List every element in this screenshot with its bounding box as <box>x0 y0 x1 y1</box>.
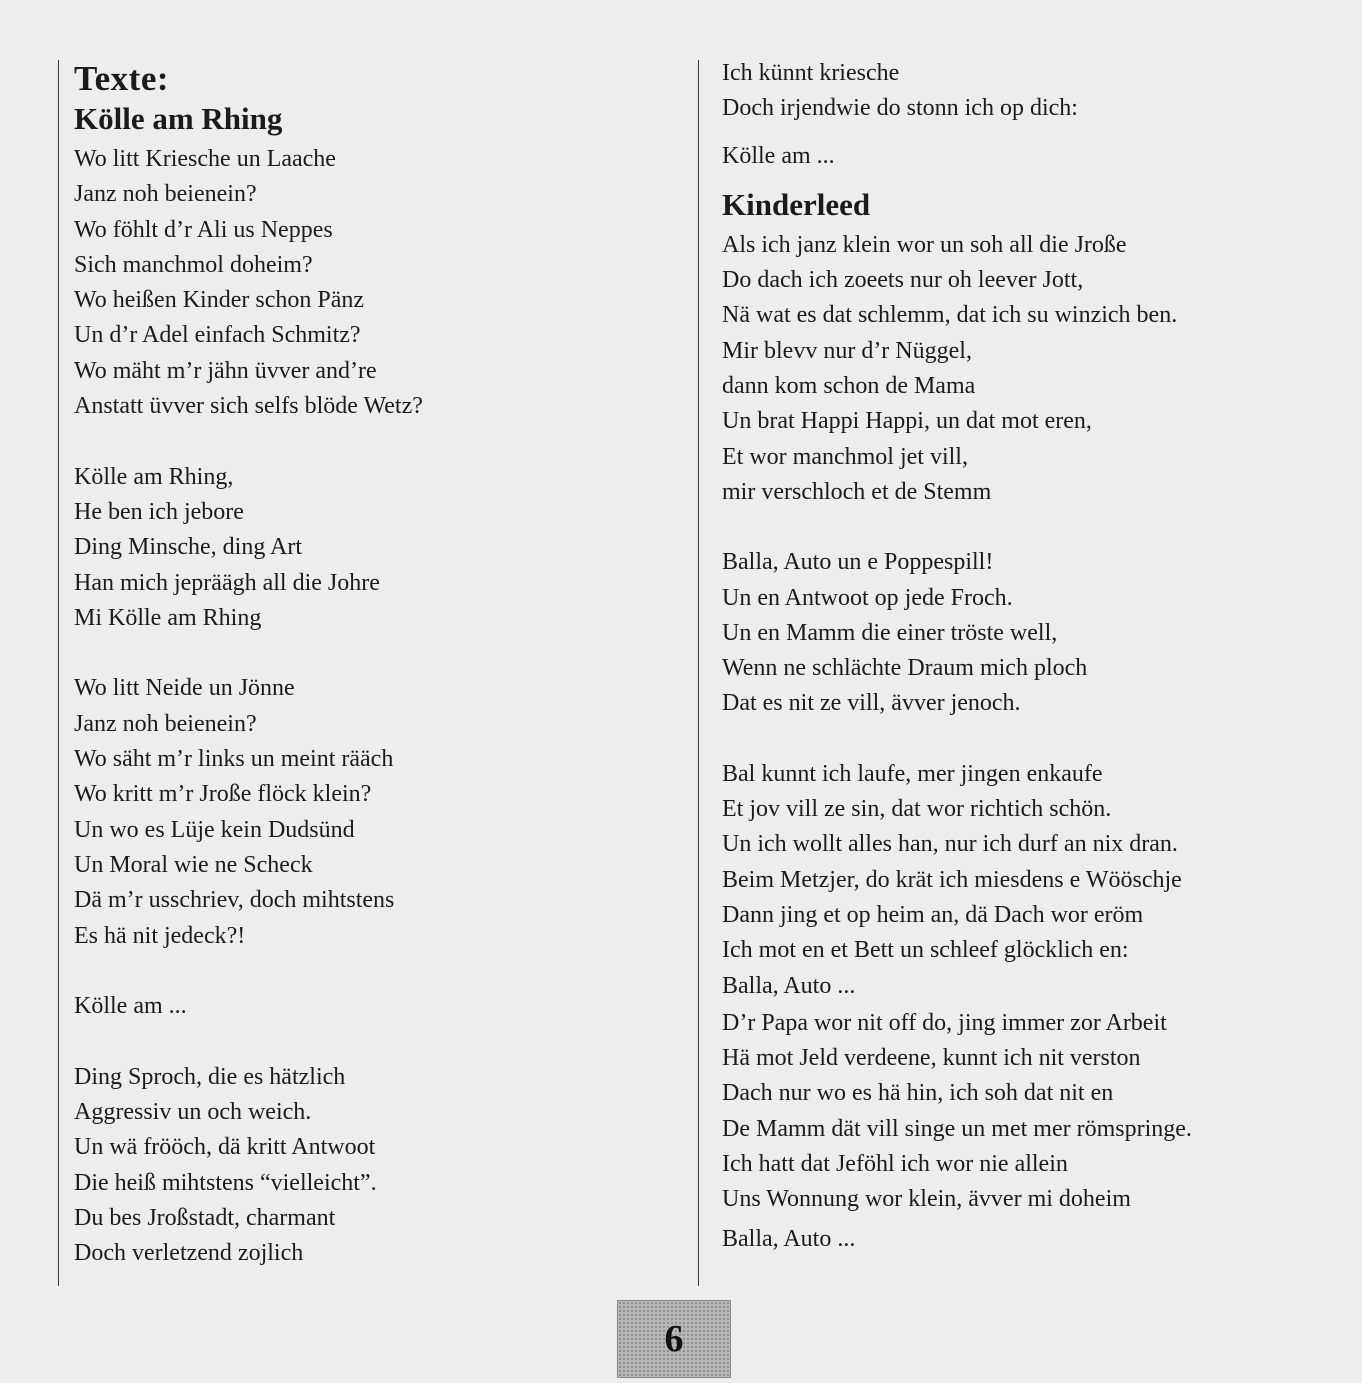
song-lyrics-koelle <box>74 142 674 1272</box>
chorus-reference-1: Balla, Auto ... <box>722 972 856 999</box>
lyric-line: Ding Minsche, ding Art <box>74 534 302 561</box>
lyric-line: Die heiß mihtstens “vielleicht”. <box>74 1169 377 1196</box>
lyric-line: Dä m’r usschriev, doch mihtstens <box>74 887 395 914</box>
chorus-line: Balla, Auto un e Poppespill! <box>722 549 994 576</box>
lyric-line: Un ich wollt alles han, nur ich durf an nix dran. <box>722 831 1178 858</box>
lyric-line: Nä wat es dat schlemm, dat ich su winzich ben. <box>722 302 1178 329</box>
lyric-line: Do dach ich zoeets nur oh leever Jott, <box>722 267 1084 294</box>
left-column-rule <box>58 60 59 1286</box>
lyric-line: Anstatt üvver sich selfs blöde Wetz? <box>74 393 423 420</box>
lyric-line: Wo föhlt d’r Ali us Neppes <box>74 216 333 243</box>
lyric-line: dann kom schon de Mama <box>722 373 976 400</box>
lyric-line: Dach nur wo es hä hin, ich soh dat nit en <box>722 1080 1114 1107</box>
lyric-line: Hä mot Jeld verdeene, kunnt ich nit verston <box>722 1045 1141 1072</box>
lyric-line: De Mamm dät vill singe un met mer römspringe. <box>722 1115 1192 1142</box>
lyric-line: Du bes Jroßstadt, charmant <box>74 1204 336 1231</box>
verse-3 <box>722 1006 1352 1218</box>
verse-continuation <box>722 56 1352 127</box>
chorus-reference-2: Balla, Auto ... <box>722 1225 856 1252</box>
lyric-line: Kölle am ... <box>74 993 187 1020</box>
lyric-line: Wo litt Neide un Jönne <box>74 675 295 702</box>
lyric-line: Ich künnt kriesche <box>722 60 900 86</box>
lyric-line: Et wor manchmol jet vill, <box>722 443 968 470</box>
lyric-line: D’r Papa wor nit off do, jing immer zor Arbeit <box>722 1009 1167 1036</box>
lyric-line <box>74 1024 674 1059</box>
left-column <box>74 58 674 1272</box>
lyric-line: Uns Wonnung wor klein, ävver mi doheim <box>722 1186 1131 1213</box>
lyric-line: Ding Sproch, die es hätzlich <box>74 1063 346 1090</box>
lyric-line: Un wä frööch, dä kritt Antwoot <box>74 1134 376 1161</box>
lyric-line: Un brat Happi Happi, un dat mot eren, <box>722 408 1092 435</box>
lyric-line: Wo mäht m’r jähn üvver and’re <box>74 357 377 384</box>
verse-1 <box>722 228 1352 510</box>
lyric-line: Wo heißen Kinder schon Pänz <box>74 287 364 314</box>
chorus-line: Un en Antwoot op jede Froch. <box>722 584 1013 611</box>
song-title-kinderleed: Kinderleed <box>722 186 871 222</box>
lyric-line: Ich mot en et Bett un schleef glöcklich en: <box>722 937 1129 964</box>
lyric-line: Wo säht m’r links un meint rääch <box>74 746 394 773</box>
lyric-line: He ben ich jebore <box>74 498 244 525</box>
song-title-koelle: Kölle am Rhing <box>74 101 283 136</box>
verse-2 <box>722 757 1352 969</box>
lyric-line: Ich hatt dat Jeföhl ich wor nie allein <box>722 1151 1068 1178</box>
chorus-line: Dat es nit ze vill, ävver jenoch. <box>722 690 1021 717</box>
chorus <box>722 545 1352 721</box>
lyric-line: Han mich jepräägh all die Johre <box>74 569 380 596</box>
lyric-line <box>74 424 674 459</box>
lyric-line: Janz noh beienein? <box>74 181 257 208</box>
lyric-line: Sich manchmol doheim? <box>74 251 313 278</box>
right-column <box>722 56 1352 1257</box>
lyric-line: Als ich janz klein wor un soh all die Jroße <box>722 231 1127 258</box>
section-title: Texte: <box>74 59 170 98</box>
lyric-line: Un wo es Lüje kein Dudsünd <box>74 816 355 843</box>
lyric-line: Doch verletzend zojlich <box>74 1240 304 1267</box>
chorus-line: Un en Mamm die einer tröste well, <box>722 619 1058 646</box>
lyric-line <box>74 636 674 671</box>
page-number: 6 <box>617 1300 731 1378</box>
lyric-line: Doch irjendwie do stonn ich op dich: <box>722 95 1078 122</box>
lyric-line: Bal kunnt ich laufe, mer jingen enkaufe <box>722 760 1103 787</box>
lyric-line: Beim Metzjer, do krät ich miesdens e Wööschje <box>722 866 1182 893</box>
lyric-line: Mi Kölle am Rhing <box>74 604 262 631</box>
lyric-line: Wo litt Kriesche un Laache <box>74 146 336 172</box>
lyric-line: Kölle am Rhing, <box>74 463 234 490</box>
lyric-line <box>74 954 674 989</box>
chorus-line: Wenn ne schlächte Draum mich ploch <box>722 655 1088 682</box>
lyric-line: Es hä nit jedeck?! <box>74 922 246 949</box>
right-column-rule <box>698 60 699 1286</box>
lyric-line: mir verschloch et de Stemm <box>722 478 992 505</box>
lyric-line: Janz noh beienein? <box>74 710 257 737</box>
lyric-line: Un Moral wie ne Scheck <box>74 851 313 878</box>
lyric-line: Aggressiv un och weich. <box>74 1099 312 1126</box>
lyric-line: Wo kritt m’r Jroße flöck klein? <box>74 781 372 808</box>
lyric-line: Mir blevv nur d’r Nüggel, <box>722 337 972 364</box>
refrain-reference: Kölle am ... <box>722 142 835 169</box>
lyric-line: Et jov vill ze sin, dat wor richtich schön. <box>722 796 1112 823</box>
lyric-line: Dann jing et op heim an, dä Dach wor eröm <box>722 901 1144 928</box>
lyric-line: Un d’r Adel einfach Schmitz? <box>74 322 361 349</box>
